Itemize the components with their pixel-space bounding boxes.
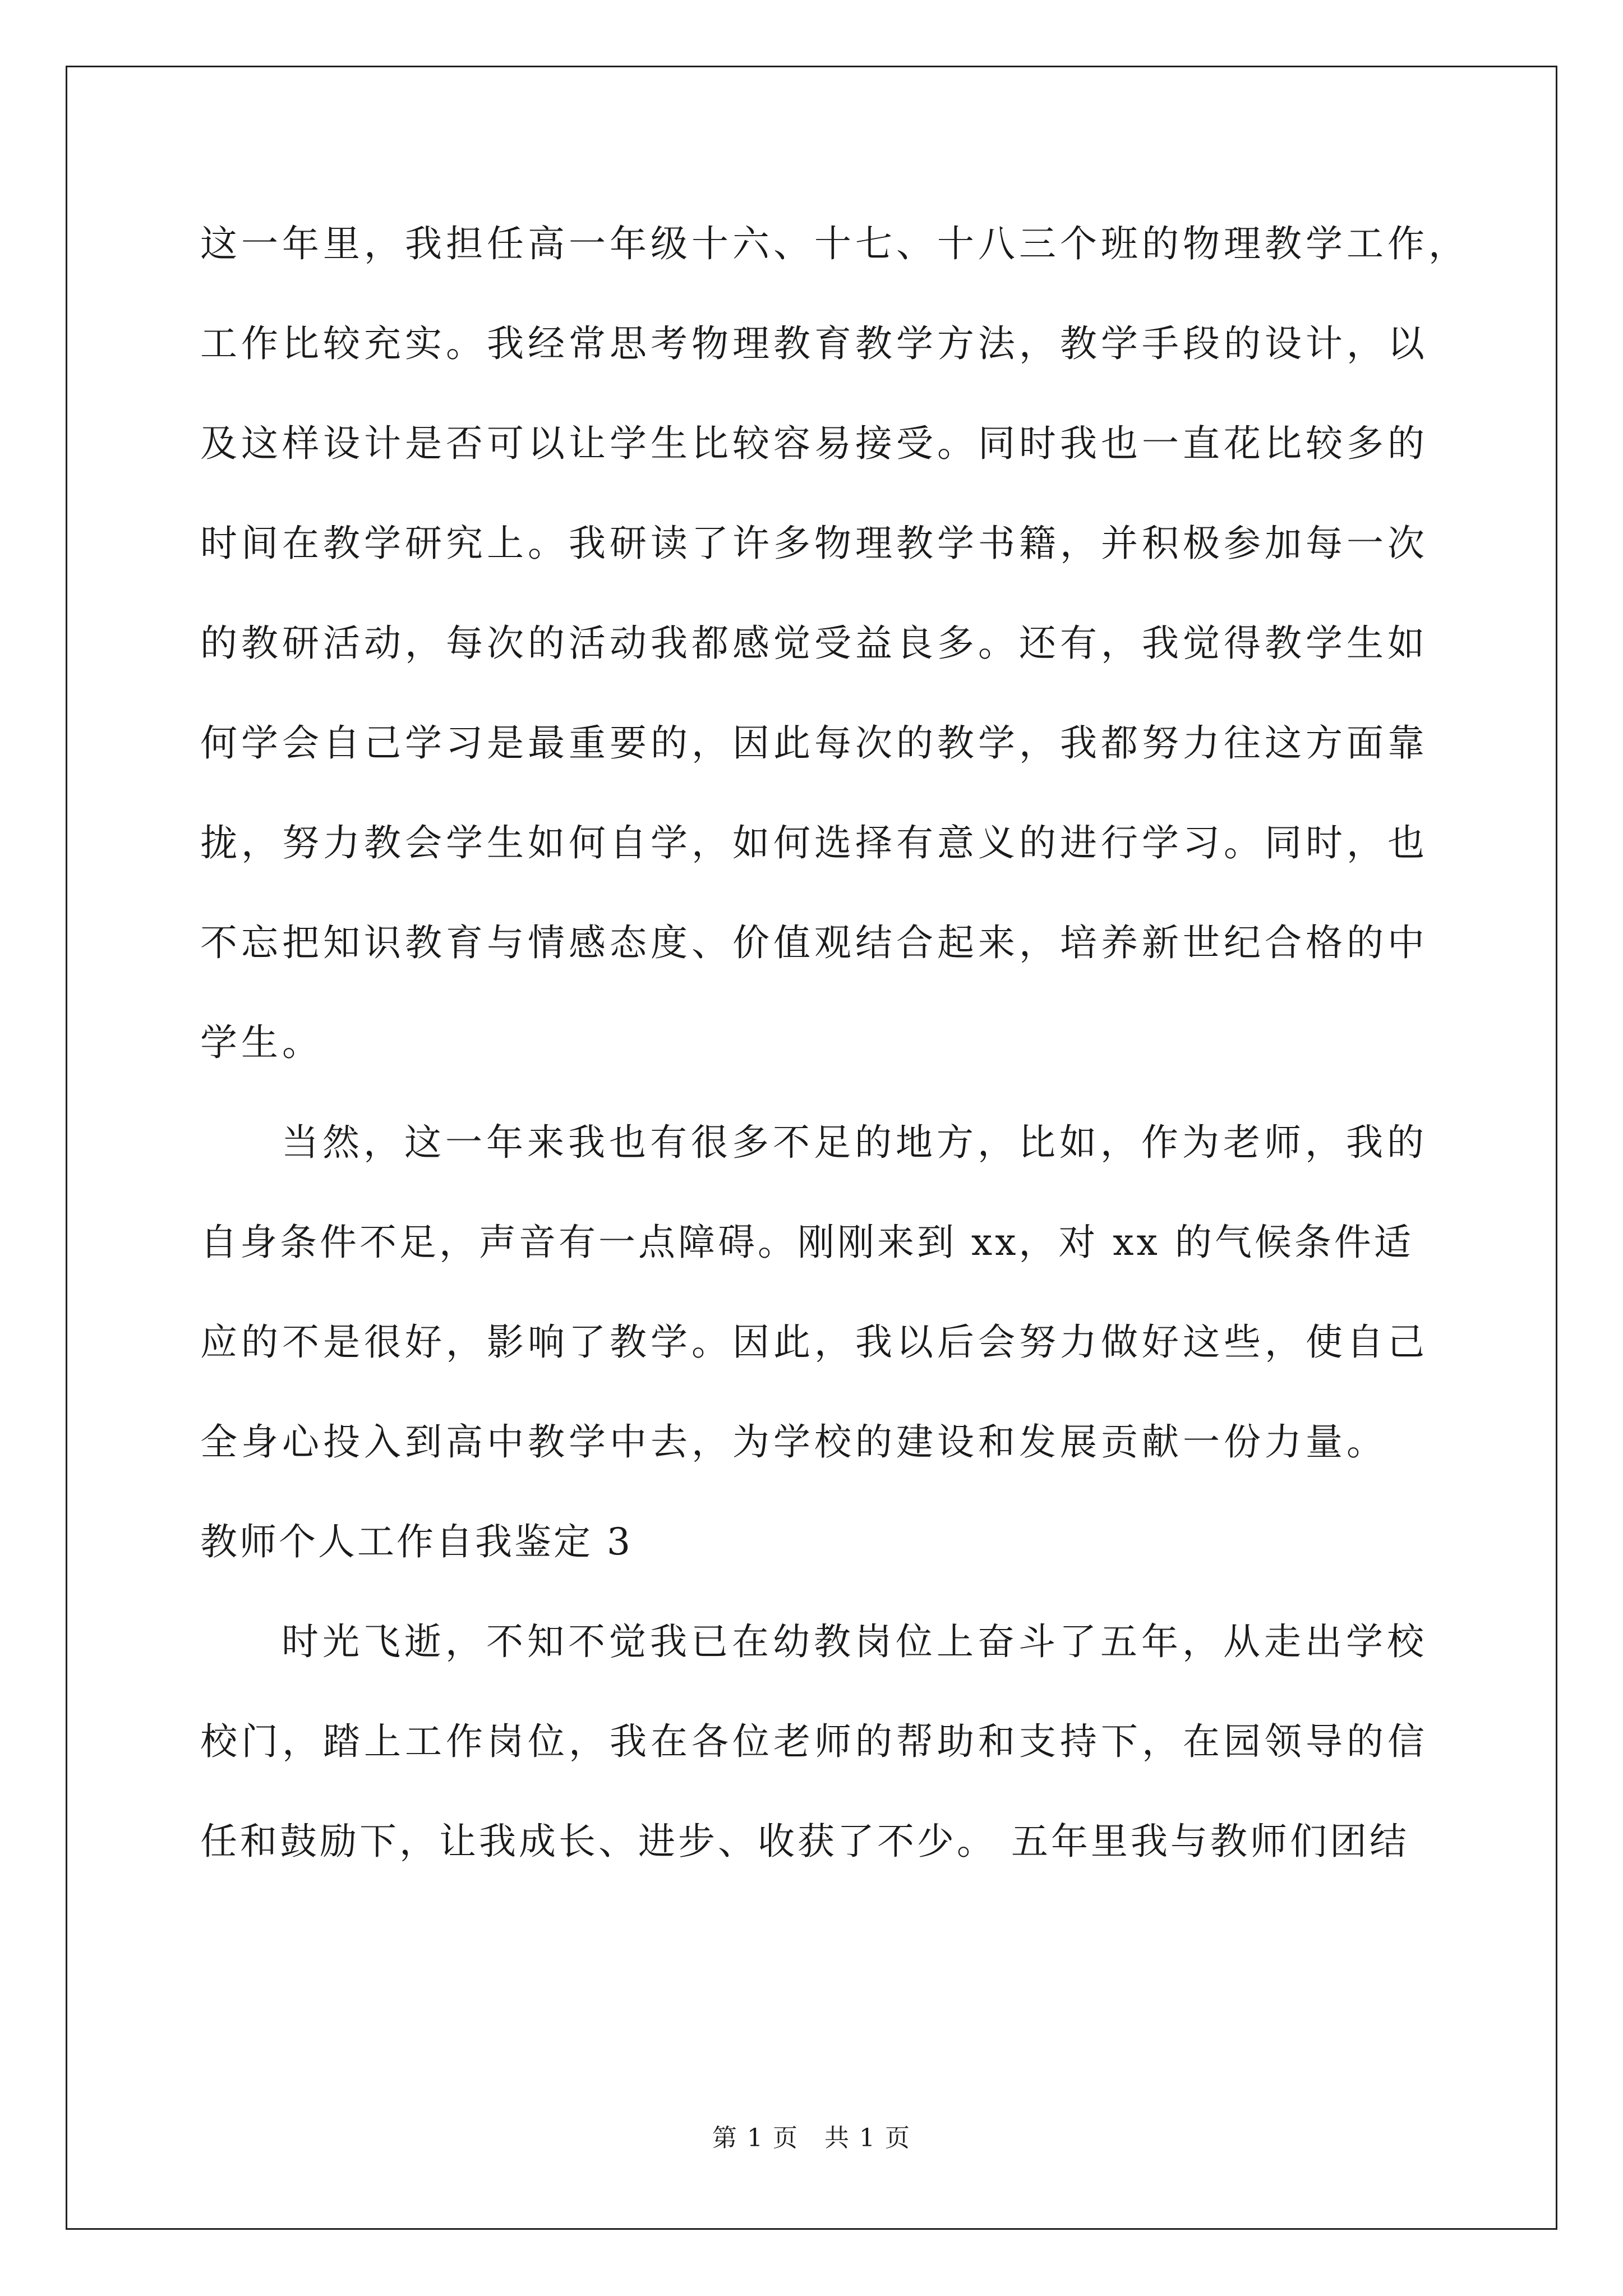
text-line: 工作比较充实。我经常思考物理教育教学方法，教学手段的设计，以 [200, 322, 1428, 365]
text-line: 何学会自己学习是最重要的，因此每次的教学，我都努力往这方面靠 [200, 721, 1428, 765]
text-line: 时光飞逝，不知不觉我已在幼教岗位上奋斗了五年，从走出学校 [282, 1620, 1428, 1663]
text-line: 不忘把知识教育与情感态度、价值观结合起来，培养新世纪合格的中 [200, 921, 1428, 964]
text-line: 拢，努力教会学生如何自学，如何选择有意义的进行学习。同时，也 [200, 821, 1428, 864]
paragraph [200, 205, 1469, 1103]
text-line: 应的不是很好，影响了教学。因此，我以后会努力做好这些，使自己 [200, 1320, 1428, 1364]
document-body [200, 205, 1469, 1902]
paragraph [200, 1603, 1428, 1902]
section-heading: 教师个人工作自我鉴定 3 [200, 1520, 633, 1563]
text-line: 当然，这一年来我也有很多不足的地方，比如，作为老师，我的 [282, 1121, 1428, 1164]
text-line: 这一年里，我担任高一年级十六、十七、十八三个班的物理教学工作， [200, 222, 1469, 265]
text-line: 学生。 [200, 1021, 323, 1064]
text-line: 时间在教学研究上。我研读了许多物理教学书籍，并积极参加每一次 [200, 522, 1428, 565]
page-number-footer: 第 1 页 共 1 页 [712, 2124, 911, 2152]
text-line: 校门，踏上工作岗位，我在各位老师的帮助和支持下，在园领导的信 [200, 1720, 1428, 1763]
text-line: 及这样设计是否可以让学生比较容易接受。同时我也一直花比较多的 [200, 422, 1428, 465]
text-line: 自身条件不足，声音有一点障碍。刚刚来到 xx，对 xx 的气候条件适 [200, 1221, 1414, 1264]
paragraph [200, 1103, 1428, 1503]
text-line: 任和鼓励下，让我成长、进步、收获了不少。 五年里我与教师们团结 [200, 1820, 1409, 1863]
text-line: 的教研活动，每次的活动我都感觉受益良多。还有，我觉得教学生如 [200, 622, 1428, 665]
text-line: 全身心投入到高中教学中去，为学校的建设和发展贡献一份力量。 [200, 1420, 1387, 1464]
